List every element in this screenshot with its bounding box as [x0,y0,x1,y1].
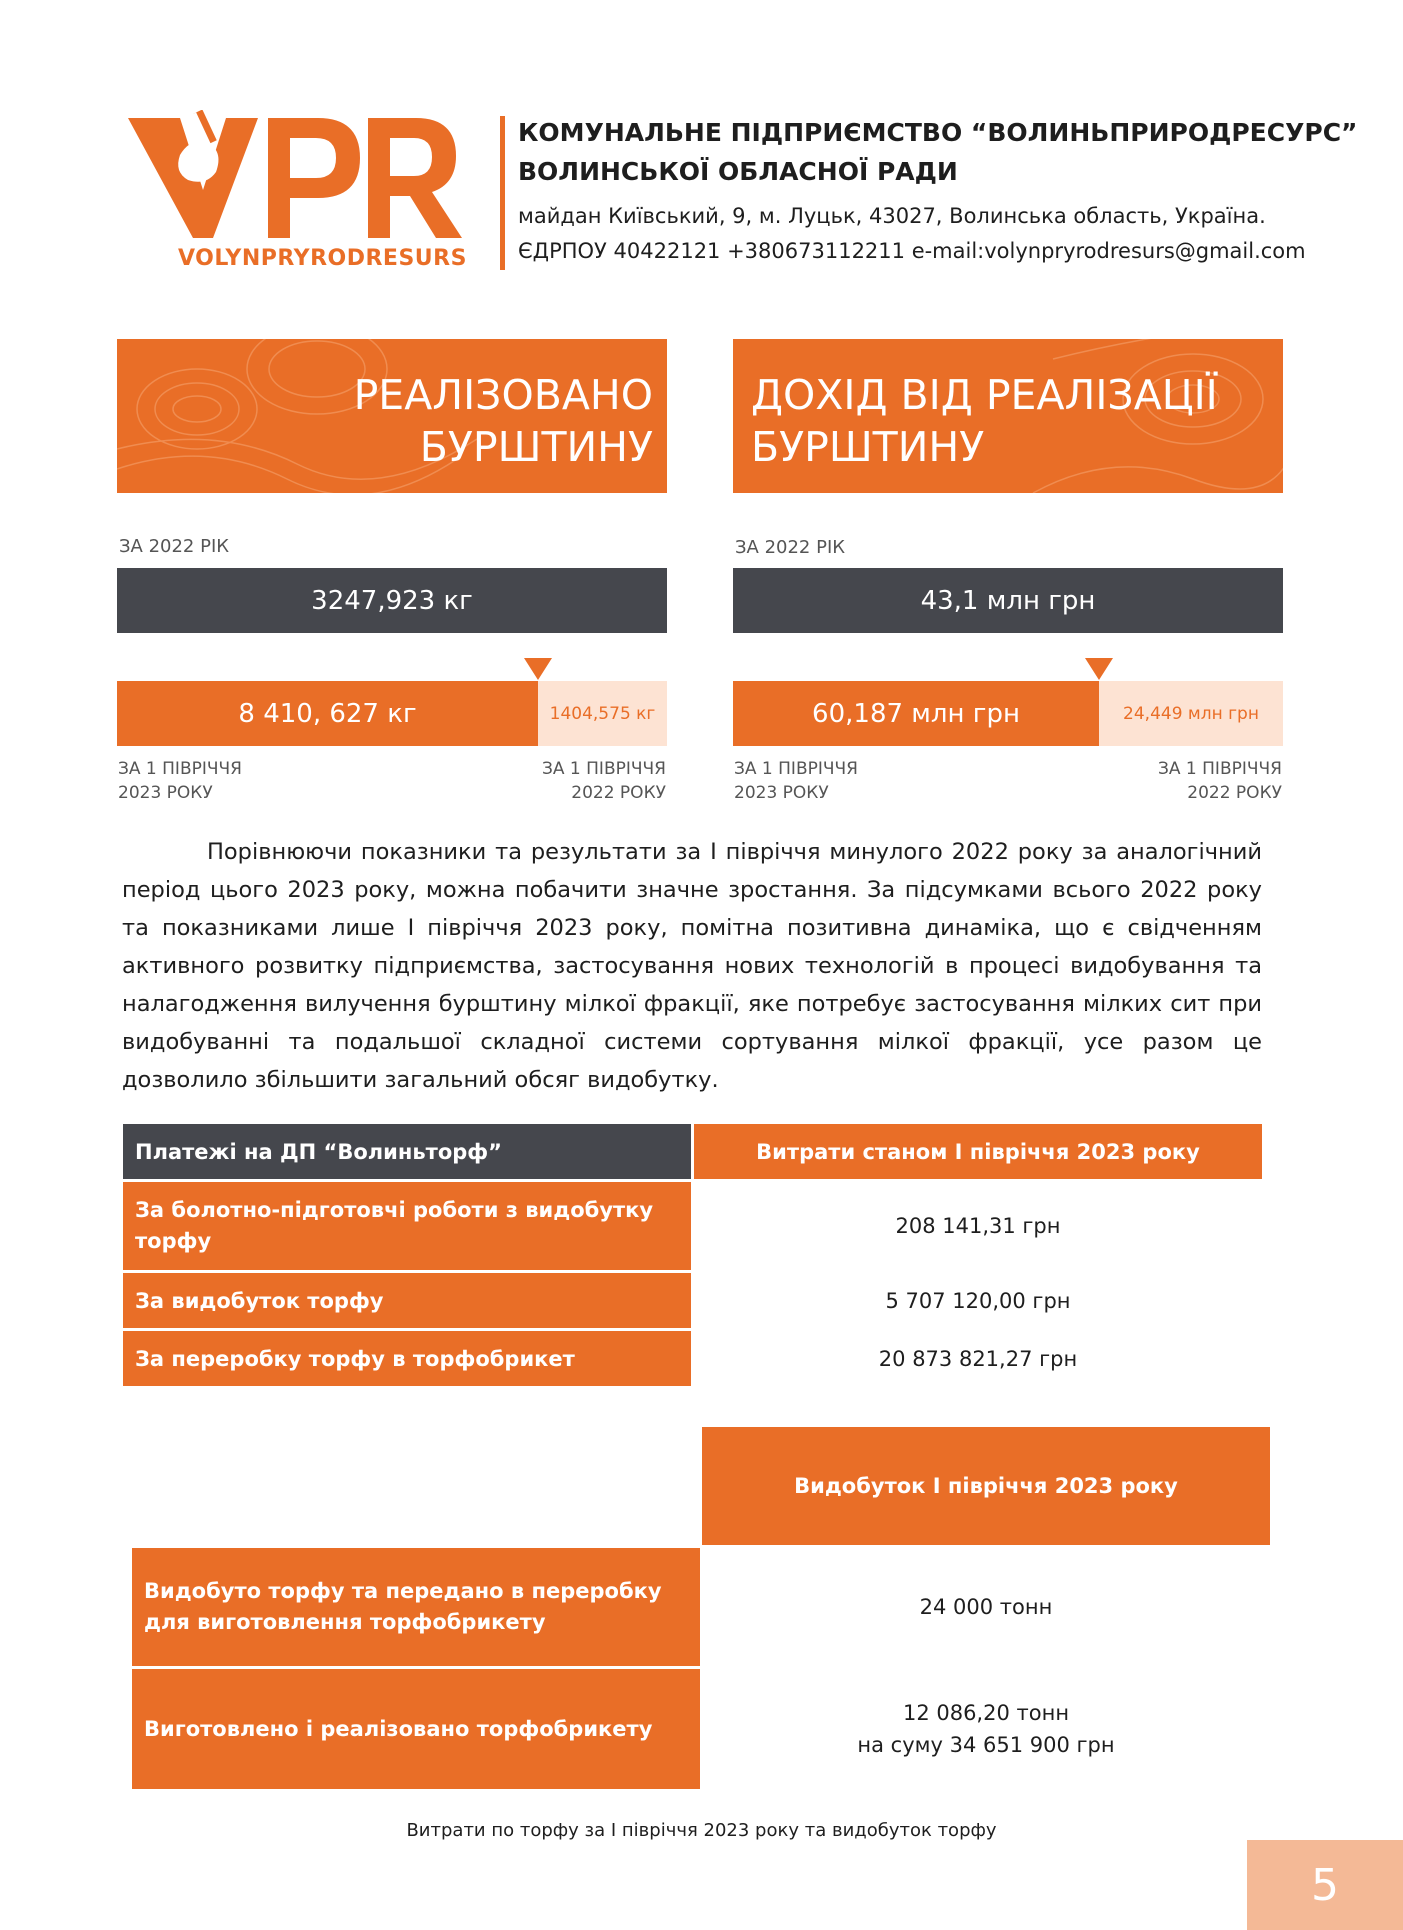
value-line1: 24 000 тонн [919,1595,1053,1619]
org-contacts: ЄДРПОУ 40422121 +380673112211 e-mail:volynpryrodresurs@gmail.com [518,239,1306,263]
period-label: ЗА 2022 РІК [119,536,230,557]
label-line1: ЗА 1 ПІВРІЧЧЯ [734,759,858,779]
logo-subtitle: VOLYNPRYRODRESURS [178,246,467,271]
marker-triangle-icon [1085,658,1113,680]
header-divider [500,116,505,270]
total-2022-bar: 3247,923 кг [117,568,667,633]
h1-2022-bar: 1404,575 кг [538,681,667,746]
h1-2022-bar: 24,449 млн грн [1099,681,1283,746]
table-row-value [702,1548,1270,1666]
value-line2: на суму 34 651 900 грн [857,1733,1115,1757]
table-row-label: Видобуто торфу та передано в переробку для виготовлення торфобрикету [132,1548,700,1666]
label-line2: 2023 РОКУ [734,783,829,803]
org-name-line2: ВОЛИНСЬКОЇ ОБЛАСНОЇ РАДИ [518,157,958,186]
table-row-value: 5 707 120,00 грн [885,1288,1071,1313]
label-h1-2023 [118,757,242,805]
marker-triangle-icon [524,658,552,680]
table-header-left: Платежі на ДП “Волиньторф” [123,1124,691,1179]
table-row-value: 20 873 821,27 грн [878,1346,1078,1371]
table-row-label: За переробку торфу в торфобрикет [123,1331,691,1386]
banner-amber-revenue [733,339,1283,493]
label-line1: ЗА 1 ПІВРІЧЧЯ [118,759,242,779]
label-h1-2022 [1116,757,1282,805]
banner-title-line1: ДОХІД ВІД РЕАЛІЗАЦІЇ [751,371,1218,419]
label-line1: ЗА 1 ПІВРІЧЧЯ [1158,759,1282,779]
banner-title [354,369,653,473]
banner-amber-sold [117,339,667,493]
label-line2: 2023 РОКУ [118,783,213,803]
label-line2: 2022 РОКУ [571,783,666,803]
label-h1-2023 [734,757,858,805]
label-line2: 2022 РОКУ [1187,783,1282,803]
total-2022-bar: 43,1 млн грн [733,568,1283,633]
summary-paragraph: Порівнюючи показники та результати за І півріччя минулого 2022 року за аналогічний період цього 2023 року, можна побачити значне зростання. За підсумками всього 2022 року та показниками лише І півріччя 2023 року, помітна позитивна динаміка, що є свідченням активного розвитку підприємства, застосування нових технологій в процесі видобування та налагодження вилучення бурштину мілкої фракції, яке потребує застосування мілких сит при видобуванні та подальшої складної системи сортування мілкої фракції, усе разом це дозволило збільшити загальний обсяг видобутку. [122,839,1262,1093]
value-line1: 12 086,20 тонн [902,1701,1070,1725]
banner-title-line2: БУРШТИНУ [419,423,653,471]
label-line1: ЗА 1 ПІВРІЧЧЯ [542,759,666,779]
table-header-right: Видобуток І півріччя 2023 року [702,1427,1270,1545]
org-address: майдан Київський, 9, м. Луцьк, 43027, Волинська область, Україна. [518,204,1266,228]
table-row-value: 208 141,31 грн [895,1214,1061,1238]
banner-title-line2: БУРШТИНУ [751,423,985,471]
h1-2023-bar: 60,187 млн грн [733,681,1099,746]
label-h1-2022 [500,757,666,805]
banner-title [751,369,1218,473]
table-row-value [702,1669,1270,1789]
org-name-line1: КОМУНАЛЬНЕ ПІДПРИЄМСТВО “ВОЛИНЬПРИРОДРЕСУРС” [518,118,1358,147]
page-number: 5 [1247,1840,1403,1930]
banner-title-line1: РЕАЛІЗОВАНО [353,371,653,419]
table-row-label: За видобуток торфу [123,1273,691,1328]
table-row-label: Виготовлено і реалізовано торфобрикету [132,1669,700,1789]
table-caption: Витрати по торфу за І півріччя 2023 року та видобуток торфу [406,1820,997,1841]
table-row-label: За болотно-підготовчі роботи з видобутку торфу [123,1182,691,1270]
h1-2023-bar: 8 410, 627 кг [117,681,538,746]
period-label: ЗА 2022 РІК [735,537,846,558]
table-header-right: Витрати станом І півріччя 2023 року [694,1124,1262,1179]
vpr-logo-mark [128,110,464,240]
